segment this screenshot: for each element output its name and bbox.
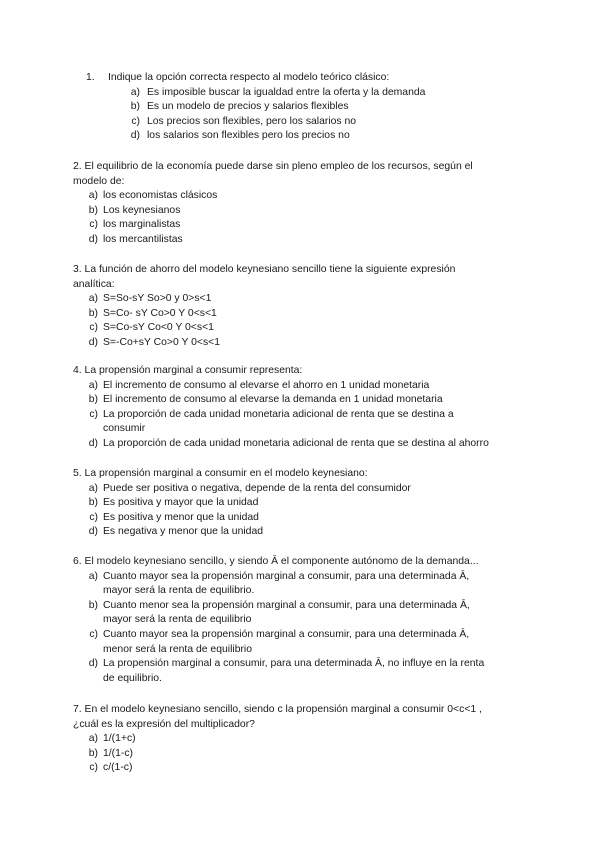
question-4-option-a: a) El incremento de consumo al elevarse el ahorro en 1 unidad monetaria <box>88 379 430 391</box>
question-2 <box>73 160 523 248</box>
question-3-stem: 3. La función de ahorro del modelo keynesiano sencillo tiene la siguiente expresión analítica: <box>73 264 456 290</box>
question-4-option-b: b) El incremento de consumo al elevarse la demanda en 1 unidad monetaria <box>88 394 443 406</box>
question-2-option-a: a) los economistas clásicos <box>88 190 218 202</box>
question-4-options <box>73 379 523 452</box>
question-1-option-b: b) Es un modelo de precios y salarios flexibles <box>130 101 349 113</box>
question-5-option-b: b) Es positiva y mayor que la unidad <box>88 497 259 509</box>
question-2-options <box>73 189 523 247</box>
question-6-option-a: a) Cuanto mayor sea la propensión marginal a consumir, para una determinada Ā, mayor será la renta de equilibrio. <box>88 570 470 597</box>
question-1-options <box>86 86 536 144</box>
question-4-stem: 4. La propensión marginal a consumir representa: <box>73 365 303 376</box>
question-3-option-b: b) S=Co- sY Co>0 Y 0<s<1 <box>88 307 217 319</box>
question-5-stem: 5. La propensión marginal a consumir en el modelo keynesiano: <box>73 468 368 479</box>
question-1-option-a: a) Es imposible buscar la igualdad entre la oferta y la demanda <box>130 86 426 98</box>
question-6 <box>73 555 523 686</box>
question-2-option-b: b) Los keynesianos <box>88 204 181 216</box>
question-7-option-b: b) 1/(1-c) <box>88 747 134 759</box>
question-5-option-a: a) Puede ser positiva o negativa, depende de la renta del consumidor <box>88 482 411 494</box>
question-3-option-c: c) S=Co-sY Co<0 Y 0<s<1 <box>89 322 214 334</box>
question-5-options <box>73 482 523 540</box>
question-3 <box>73 263 523 351</box>
question-5-option-c: c) Es positiva y menor que la unidad <box>89 511 259 523</box>
question-2-option-c: c) los marginalistas <box>89 219 181 231</box>
question-7 <box>73 703 523 776</box>
question-1-option-d: d) los salarios son flexibles pero los precios no <box>130 130 350 142</box>
question-1-text: Indique la opción correcta respecto al modelo teórico clásico: <box>108 72 390 83</box>
question-4-option-c: c) La proporción de cada unidad monetaria adicional de renta que se destina a consumir <box>89 408 454 435</box>
question-5-option-d: d) Es negativa y menor que la unidad <box>88 526 264 538</box>
question-6-option-b: b) Cuanto menor sea la propensión marginal a consumir, para una determinada Ā, mayor será la renta de equilibrio <box>88 599 470 626</box>
question-1-stem <box>86 71 536 86</box>
question-3-option-d: d) S=-Co+sY Co>0 Y 0<s<1 <box>88 336 220 348</box>
question-7-options <box>73 732 523 776</box>
question-7-stem: 7. En el modelo keynesiano sencillo, siendo c la propensión marginal a consumir 0<c<1 , ¿cuál es la expresión del multiplicador? <box>73 704 482 730</box>
question-3-option-a: a) S=So-sY So>0 y 0>s<1 <box>88 293 212 305</box>
question-6-stem: 6. El modelo keynesiano sencillo, y siendo Ā el componente autónomo de la demanda... <box>73 556 479 567</box>
question-4 <box>73 364 523 452</box>
question-2-stem: 2. El equilibrio de la economía puede darse sin pleno empleo de los recursos, según el modelo de: <box>73 161 473 187</box>
question-1 <box>86 71 536 144</box>
question-7-option-a: a) 1/(1+c) <box>88 733 136 745</box>
question-6-option-c: c) Cuanto mayor sea la propensión marginal a consumir, para una determinada Ā, menor será la renta de equilibrio <box>89 628 470 655</box>
question-6-options <box>73 570 523 687</box>
question-1-number: 1. <box>86 72 95 83</box>
question-6-option-d: d) La propensión marginal a consumir, para una determinada Ā, no influye en la renta de equilibrio. <box>88 658 485 684</box>
question-4-option-d: d) La proporción de cada unidad monetaria adicional de renta que se destina al ahorro <box>88 437 489 449</box>
question-1-option-c: c) Los precios son flexibles, pero los salarios no <box>131 115 357 127</box>
question-7-option-c: c) c/(1-c) <box>89 762 133 774</box>
question-2-option-d: d) los mercantilistas <box>88 233 183 245</box>
question-5 <box>73 467 523 540</box>
question-3-options <box>73 292 523 350</box>
